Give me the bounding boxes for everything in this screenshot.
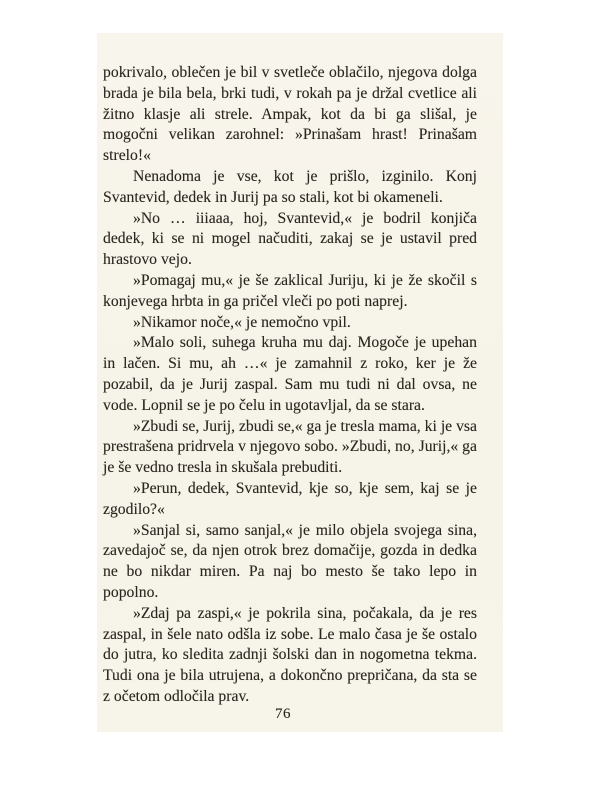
paragraph: Nenadoma je vse, kot je prišlo, izginilo. Konj Svantevid, dedek in Jurij pa so stali, kot bi okameneli. [103, 167, 477, 206]
paragraph: »No … iiiaaa, hoj, Svantevid,« je bodril konjiča dedek, ki se ni mogel načuditi, zakaj se je ustavil pred hrastovo vejo. [103, 209, 477, 269]
paragraph: »Nikamor noče,« je nemočno vpil. [133, 313, 351, 331]
paragraph: »Pomagaj mu,« je še zaklical Juriju, ki je že skočil s konjevega hrbta in ga pričel vleči po poti naprej. [103, 271, 477, 310]
paragraph: »Zdaj pa zaspi,« je pokrila sina, počakala, da je res zaspal, in šele nato odšla iz sobe. Le malo časa je še ostalo do jutra, ko sledita zadnji šolski dan in nogometna tekma. Tudi ona je bila utrujena, a dokončno prepričana, da sta se z očetom odločila prav. [103, 604, 477, 705]
paragraph: pokrivalo, oblečen je bil v svetleče oblačilo, njegova dolga brada je bila bela, brki tudi, v rokah pa je držal cvetlice ali žitno klasje ali strele. Ampak, kot da bi ga slišal, je mogočni velikan zarohnel: »Prinašam hrast! Prinašam strelo!« [103, 64, 477, 165]
paragraph: »Perun, dedek, Svantevid, kje so, kje sem, kaj se je zgodilo?« [103, 479, 477, 518]
text-block [103, 63, 477, 708]
page-number: 76 [275, 706, 291, 722]
paragraph: »Malo soli, suhega kruha mu daj. Mogoče je upehan in lačen. Si mu, ah …« je zamahnil z roko, ker je že pozabil, da je Jurij zaspal. Sam mu tudi ni dal ovsa, ne vode. Lopnil se je po čelu in ugotavljal, da se stara. [103, 334, 477, 414]
paragraph: »Zbudi se, Jurij, zbudi se,« ga je tresla mama, ki je vsa prestrašena pridrvela v njegovo sobo. »Zbudi, no, Jurij,« ga je še vedno tresla in skušala prebuditi. [103, 417, 477, 477]
paragraph: »Sanjal si, samo sanjal,« je milo objela svojega sina, zavedajoč se, da njen otrok brez domačije, gozda in dedka ne bo nikdar miren. Pa naj bo mesto še tako lepo in popolno. [103, 521, 477, 601]
book-page [97, 33, 503, 732]
